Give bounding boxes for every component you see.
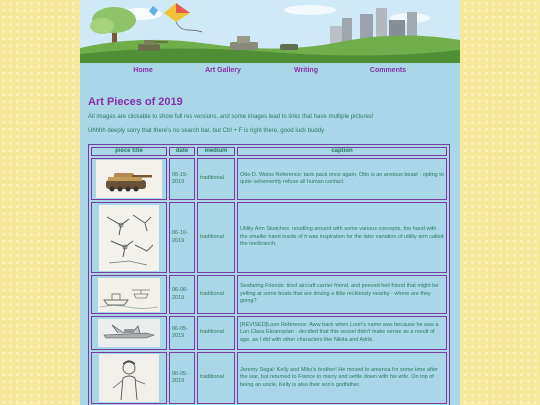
- col-header-medium: medium: [197, 147, 235, 156]
- thumbnail-cell: [91, 158, 167, 200]
- intro-text: All images are clickable to show full res versions, and some images lead to links that have multiple pictures!: [88, 114, 374, 120]
- table-row: [91, 352, 447, 404]
- caption-cell: Seafaring Friends: tired aircraft carrier friend, and peeved heli friend that might be yelling at some boats that are driving a little recklessly nearby - where are they going?: [237, 275, 447, 314]
- main-nav: [80, 63, 460, 80]
- table-row: [91, 316, 447, 350]
- loon-thumbnail[interactable]: [98, 319, 160, 347]
- nav-comments-link[interactable]: Comments: [369, 67, 407, 74]
- caption-cell: Utility Arm Sketches: noodling around with some various concepts, the hand with the smaller hand inside of it was inspiration for the later variation of utility arm called the tee/branch.: [237, 202, 447, 273]
- art-table: [88, 144, 450, 405]
- thumbnail-cell: [91, 316, 167, 350]
- col-header-piece-title: piece title: [91, 147, 167, 156]
- date-cell: 06-05- 2019: [169, 352, 195, 404]
- table-row: [91, 202, 447, 273]
- thumbnail-cell: [91, 275, 167, 314]
- medium-cell: traditional: [197, 158, 235, 200]
- arms-thumbnail[interactable]: [99, 205, 159, 271]
- thumbnail-cell: [91, 202, 167, 273]
- banner-illustration: [80, 0, 460, 63]
- medium-cell: traditional: [197, 352, 235, 404]
- medium-cell: traditional: [197, 202, 235, 273]
- medium-cell: traditional: [197, 275, 235, 314]
- thumbnail-cell: [91, 352, 167, 404]
- table-row: [91, 158, 447, 200]
- date-cell: 06-15- 2019: [169, 158, 195, 200]
- table-header-row: [91, 147, 447, 156]
- page-title: Art Pieces of 2019: [88, 96, 183, 108]
- col-header-caption: caption: [237, 147, 447, 156]
- caption-cell: [REVISED]Loon Reference: Aww back when Loon's name was because he was a Lun Class Ekranoplan - decided that this vessel didn't make sense as a result of age, as I did with other characters like Nikita and Adrik.: [237, 316, 447, 350]
- jeremy-thumbnail[interactable]: [99, 354, 159, 402]
- nav-home-link[interactable]: Home: [133, 67, 153, 74]
- nav-art-gallery-link[interactable]: Art Gallery: [205, 67, 241, 74]
- nav-writing-link[interactable]: Writing: [294, 67, 318, 74]
- ships-thumbnail[interactable]: [98, 278, 160, 312]
- date-cell: 06-05- 2019: [169, 316, 195, 350]
- search-note: Uhhhh deeply sorry that there's no search bar, but Ctrl + F is right there, good luck buddy: [88, 128, 325, 134]
- date-cell: 06-10- 2019: [169, 202, 195, 273]
- tank-thumbnail[interactable]: [96, 160, 162, 198]
- site-banner: [80, 0, 460, 63]
- table-row: [91, 275, 447, 314]
- caption-cell: Jeremy Segal: Kelly and Miko's brother! He moved to america for some time after the war, but returned to France to marry and settle down with his wife. On top of being an uncle, Kelly is also their son's godfather.: [237, 352, 447, 404]
- date-cell: 06-06- 2019: [169, 275, 195, 314]
- col-header-date: date: [169, 147, 195, 156]
- art-table-container: [88, 144, 450, 405]
- content-column: [80, 0, 460, 405]
- medium-cell: traditional: [197, 316, 235, 350]
- caption-cell: Otto D. Weiss Reference: tank pack once again, Otto is an anxious beast - opting to quite vehemently refuse all human contact.: [237, 158, 447, 200]
